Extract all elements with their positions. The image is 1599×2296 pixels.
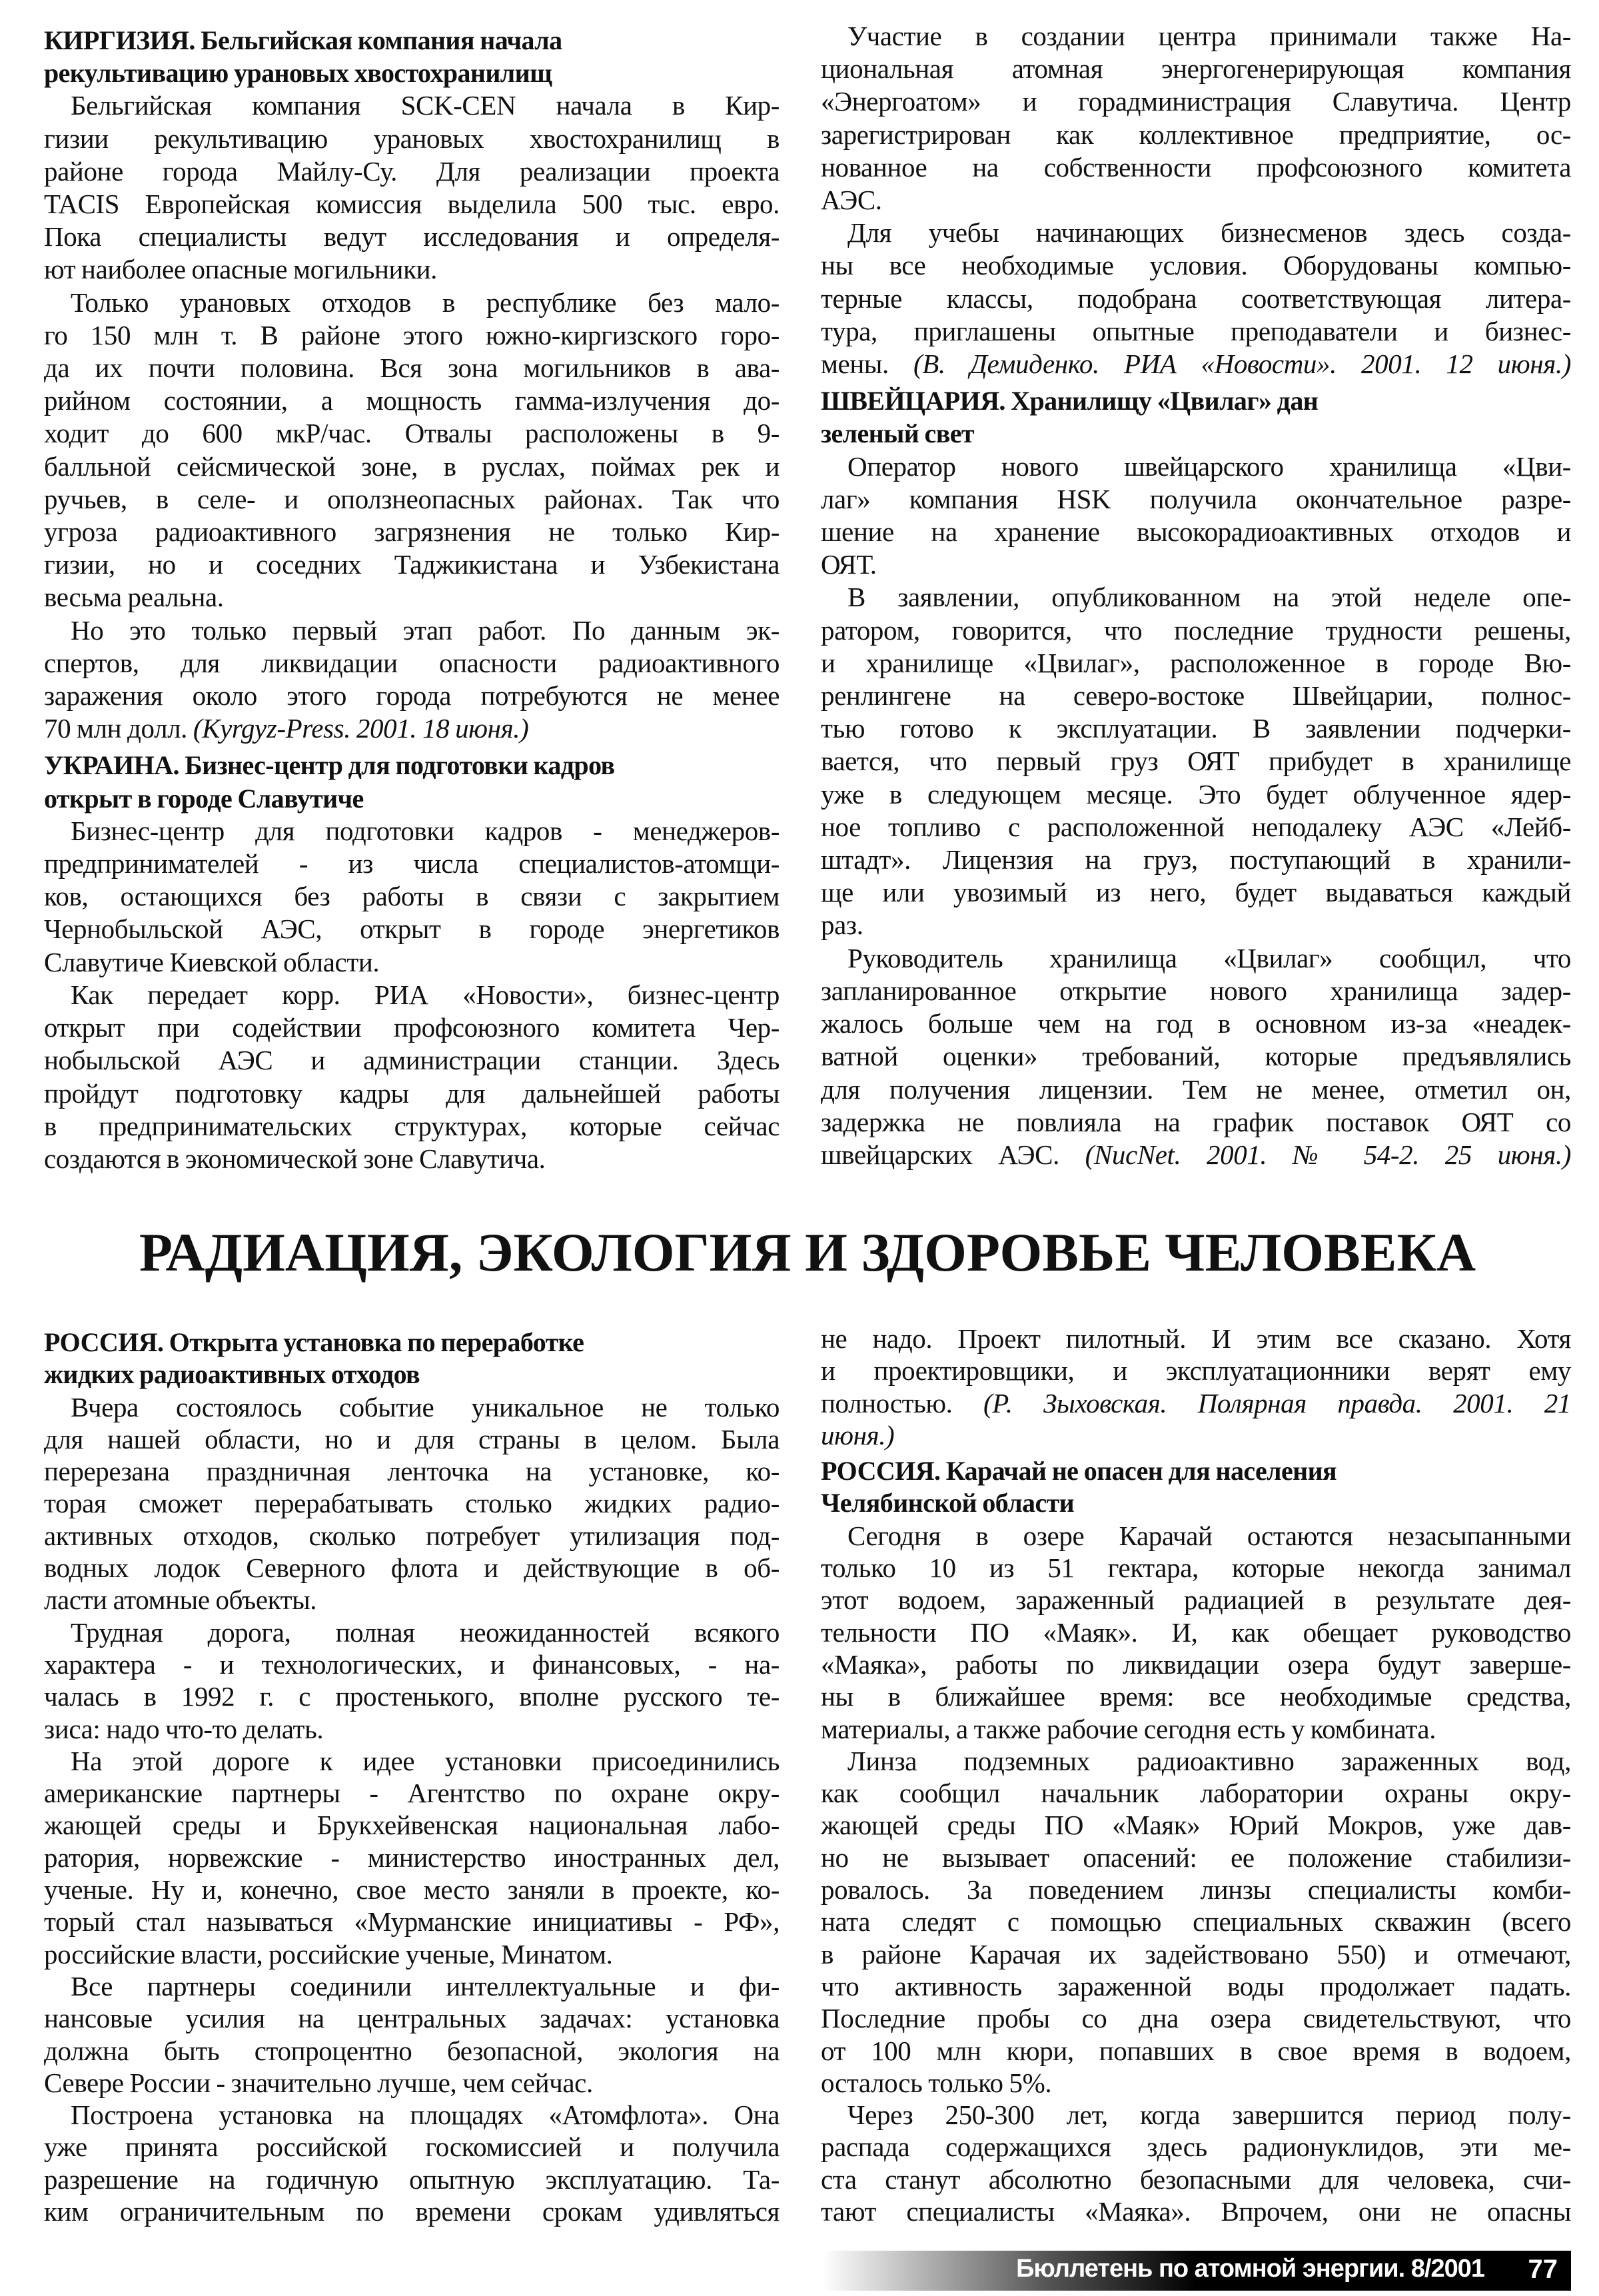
text-line: как сообщил начальник лаборатории охраны окру- bbox=[821, 1778, 1571, 1809]
text-line: терные классы, подобрана соответствующая литера- bbox=[821, 283, 1571, 314]
text-line: Но это только первый этап работ. По данным эк- bbox=[71, 614, 780, 646]
text-line: да их почти половина. Вся зона могильников в ава- bbox=[44, 352, 780, 384]
text-line: но не вызывает опасений: ее положение стабилизи- bbox=[821, 1842, 1571, 1873]
text-line: создаются в экономической зоне Славутича. bbox=[44, 1143, 546, 1174]
text-span: мены. bbox=[821, 348, 913, 380]
text-line: Вчера состоялось событие уникальное не только bbox=[71, 1391, 780, 1423]
text-line: Бельгийская компания SCK-CEN начала в Кир- bbox=[71, 90, 780, 121]
text-line: ким ограничительным по времени срокам удивляться bbox=[44, 2196, 780, 2227]
text-line: Через 250-300 лет, когда завершится период полу- bbox=[847, 2099, 1571, 2131]
text-line: ходит до 600 мкР/час. Отвалы расположены в 9- bbox=[44, 418, 780, 449]
source-citation: (Р. Зыховская. Полярная правда. 2001. 21 bbox=[983, 1387, 1571, 1419]
text-line: заражения около этого города потребуются не менее bbox=[44, 680, 780, 712]
text-line: торый стал называться «Мурманские инициативы - РФ», bbox=[44, 1906, 780, 1938]
article-paragraph bbox=[44, 2099, 780, 2227]
text-line: Севере России - значительно лучше, чем сейчас. bbox=[44, 2067, 593, 2098]
text-line: водных лодок Северного флота и действующие в об- bbox=[44, 1552, 780, 1584]
article-column-bottom-left bbox=[44, 1323, 780, 2227]
text-line: ручьев, в селе- и оползнеопасных районах. Так что bbox=[44, 483, 780, 514]
text-line: Линза подземных радиоактивно зараженных вод, bbox=[847, 1745, 1571, 1776]
text-line bbox=[821, 1419, 1571, 1451]
text-line: спертов, для ликвидации опасности радиоактивного bbox=[44, 647, 780, 678]
text-line: штадт». Лицензия на груз, поступающий в хранили- bbox=[821, 844, 1571, 875]
text-line: жалось больше чем на год в основном из-за «неадек- bbox=[821, 1008, 1571, 1039]
article-column-bottom-right bbox=[821, 1323, 1571, 2227]
article-headline bbox=[821, 384, 1571, 450]
text-line bbox=[44, 712, 780, 745]
text-span: 70 млн долл. bbox=[44, 713, 193, 744]
text-line: зиса: надо что-то делать. bbox=[44, 1713, 324, 1744]
text-line: характера - и технологических, и финансовых, - на- bbox=[44, 1648, 780, 1680]
text-line: Только урановых отходов в республике без мало- bbox=[71, 287, 780, 318]
text-line: рекультивацию урановых хвостохранилищ bbox=[44, 58, 552, 89]
article-paragraph bbox=[821, 1323, 1571, 1451]
text-line: от 100 млн кюри, попавших в свое время в водоем, bbox=[821, 2035, 1571, 2066]
text-line: ны все необходимые условия. Оборудованы компью- bbox=[821, 250, 1571, 281]
text-line: для получения лицензии. Тем не менее, отметил он, bbox=[821, 1073, 1571, 1105]
text-line: открыт в городе Славутиче bbox=[44, 783, 364, 814]
text-line: РОССИЯ. Карачай не опасен для населения bbox=[821, 1456, 1337, 1486]
text-line: TACIS Европейская комиссия выделила 500 тыс. евро. bbox=[44, 189, 780, 220]
text-line: Все партнеры соединили интеллектуальные и фи- bbox=[71, 1970, 780, 2002]
text-line: вается, что первый груз ОЯТ прибудет в хранилище bbox=[821, 746, 1571, 777]
text-line: нансовые усилия на центральных задачах: установка bbox=[44, 2003, 780, 2034]
text-line: ют наиболее опасные могильники. bbox=[44, 254, 437, 285]
text-line: активных отходов, сколько потребует утилизация под- bbox=[44, 1520, 780, 1551]
text-line: балльной сейсмической зоне, в руслах, поймах рек и bbox=[44, 450, 780, 482]
text-line: «Маяка», работы по ликвидации озера будут заверше- bbox=[821, 1648, 1571, 1680]
text-line: лаг» компания HSK получила окончательное разре- bbox=[821, 483, 1571, 514]
text-line: Сегодня в озере Карачай остаются незасыпанными bbox=[847, 1520, 1571, 1551]
source-citation: (Kyrgyz-Press. 2001. 18 июня.) bbox=[193, 713, 529, 744]
footer-bar bbox=[823, 2251, 1571, 2291]
text-line: ната следят с помощью специальных скважин (всего bbox=[821, 1906, 1571, 1938]
text-line: ное топливо с расположенной неподалеку АЭС «Лейб- bbox=[821, 811, 1571, 842]
text-line: ОЯТ. bbox=[821, 549, 877, 580]
article-headline bbox=[44, 1327, 780, 1391]
text-line: ста станут абсолютно безопасными для человека, счи- bbox=[821, 2163, 1571, 2195]
text-line: «Энергоатом» и горадминистрация Славутича. Центр bbox=[821, 86, 1571, 117]
text-line bbox=[821, 1387, 1571, 1419]
text-line: ласти атомные объекты. bbox=[44, 1584, 317, 1616]
text-line: В заявлении, опубликованном на этой неделе опе- bbox=[847, 582, 1571, 613]
text-line: пройдут подготовку кадры для дальнейшей работы bbox=[44, 1077, 780, 1109]
text-line: что активность зараженной воды продолжает падать. bbox=[821, 1970, 1571, 2002]
article-headline bbox=[44, 24, 780, 89]
text-line: открыт при содействии профсоюзного комитета Чер- bbox=[44, 1012, 780, 1043]
text-line: перерезана праздничная ленточка на установке, ко- bbox=[44, 1456, 780, 1487]
article-paragraph bbox=[821, 581, 1571, 941]
text-line: не надо. Проект пилотный. И этим все сказано. Хотя bbox=[821, 1323, 1571, 1354]
article-paragraph bbox=[821, 1520, 1571, 1745]
source-citation: (NucNet. 2001. № 54-2. 25 июня.) bbox=[1085, 1139, 1572, 1170]
text-line: Для учебы начинающих бизнесменов здесь созда- bbox=[847, 217, 1571, 249]
article-paragraph bbox=[44, 1391, 780, 1616]
text-line: ков, остающихся без работы в связи с закрытием bbox=[44, 881, 780, 912]
text-line: зарегистрирован как коллективное предприятие, ос- bbox=[821, 119, 1571, 150]
text-line: торая сможет перерабатывать столько жидких радио- bbox=[44, 1488, 780, 1519]
text-line: Как передает корр. РИА «Новости», бизнес-центр bbox=[71, 979, 780, 1010]
article-paragraph bbox=[44, 1970, 780, 2099]
text-line: весьма реальна. bbox=[44, 582, 224, 613]
text-line: распада содержащихся здесь радионуклидов, эти ме- bbox=[821, 2131, 1571, 2163]
article-paragraph bbox=[821, 942, 1571, 1171]
text-line: должна быть стопроцентно безопасной, экология на bbox=[44, 2035, 780, 2066]
text-line: рийном состоянии, а мощность гамма-излучения до- bbox=[44, 385, 780, 416]
text-line: тура, приглашены опытные преподаватели и бизнес- bbox=[821, 315, 1571, 346]
text-line: этот водоем, зараженный радиацией в результате дея- bbox=[821, 1584, 1571, 1616]
text-line: и проектировщики, и эксплуатационники верят ему bbox=[821, 1355, 1571, 1387]
text-line: КИРГИЗИЯ. Бельгийская компания начала bbox=[44, 25, 562, 55]
text-line: только 10 из 51 гектара, которые некогда занимал bbox=[821, 1552, 1571, 1584]
text-line: На этой дороге к идее установки присоединились bbox=[71, 1745, 780, 1776]
article-paragraph bbox=[44, 815, 780, 979]
text-line: задержка не повлияла на график поставок ОЯТ со bbox=[821, 1106, 1571, 1137]
article-paragraph bbox=[821, 1745, 1571, 2099]
text-line: Участие в создании центра принимали также На- bbox=[847, 21, 1571, 51]
text-line bbox=[821, 1139, 1571, 1171]
text-line: российские власти, российские ученые, Минатом. bbox=[44, 1938, 613, 1970]
text-line: зеленый свет bbox=[821, 418, 974, 449]
source-citation: июня.) bbox=[821, 1419, 895, 1450]
text-line: ровалось. За поведением линзы специалисты комби- bbox=[821, 1874, 1571, 1906]
article-paragraph bbox=[821, 450, 1571, 582]
text-line: ратория, норвежские - министерство иностранных дел, bbox=[44, 1842, 780, 1873]
text-line: материалы, а также рабочие сегодня есть у комбината. bbox=[821, 1713, 1436, 1744]
text-line: циональная атомная энергогенерирующая компания bbox=[821, 53, 1571, 85]
article-paragraph bbox=[821, 217, 1571, 380]
text-line: раз. bbox=[821, 909, 863, 941]
article-paragraph bbox=[821, 2099, 1571, 2227]
text-line: Пока специалисты ведут исследования и определя- bbox=[44, 221, 780, 253]
text-line: для нашей области, но и для страны в целом. Была bbox=[44, 1423, 780, 1454]
text-span: швейцарских АЭС. bbox=[821, 1139, 1085, 1170]
text-line: тью готово к эксплуатации. В заявлении подчерки- bbox=[821, 713, 1571, 744]
text-line: шение на хранение высокорадиоактивных отходов и bbox=[821, 516, 1571, 548]
section-banner-title: РАДИАЦИЯ, ЭКОЛОГИЯ И ЗДОРОВЬЕ ЧЕЛОВЕКА bbox=[139, 1222, 1476, 1283]
text-line: нованное на собственности профсоюзного комитета bbox=[821, 151, 1571, 183]
text-line: уже в следующем месяце. Это будет облученное ядер- bbox=[821, 778, 1571, 810]
text-line: тельности ПО «Маяк». И, как обещает руководство bbox=[821, 1616, 1571, 1648]
article-paragraph bbox=[44, 614, 780, 746]
text-line: Славутиче Киевской области. bbox=[44, 946, 380, 977]
text-line: тают специалисты «Маяка». Впрочем, они не опасны bbox=[821, 2196, 1571, 2227]
text-line: Челябинской области bbox=[821, 1488, 1075, 1518]
text-line: предпринимателей - из числа специалистов-атомщи- bbox=[44, 848, 780, 879]
text-line: ШВЕЙЦАРИЯ. Хранилищу «Цвилаг» дан bbox=[821, 386, 1319, 416]
article-column-top-left bbox=[44, 20, 780, 1175]
text-line: Оператор нового швейцарского хранилища «Цви- bbox=[847, 450, 1571, 482]
article-headline bbox=[821, 1455, 1571, 1520]
text-line: жающей среды и Брукхейвенская национальная лабо- bbox=[44, 1810, 780, 1841]
text-line bbox=[821, 348, 1571, 380]
article-paragraph bbox=[44, 1616, 780, 1745]
text-line: чалась в 1992 г. с простенького, вполне русского те- bbox=[44, 1681, 780, 1712]
text-line: жидких радиоактивных отходов bbox=[44, 1359, 420, 1390]
text-line: ны в ближайшее время: все необходимые средства, bbox=[821, 1681, 1571, 1712]
text-line: угроза радиоактивного загрязнения не только Кир- bbox=[44, 516, 780, 548]
text-line: гизии рекультивацию урановых хвостохранилищ в bbox=[44, 123, 780, 154]
text-line: ще или увозимый из него, будет выдаваться каждый bbox=[821, 877, 1571, 908]
text-line: Руководитель хранилища «Цвилаг» сообщил, что bbox=[847, 942, 1571, 973]
source-citation: (В. Демиденко. РИА «Новости». 2001. 12 июня.) bbox=[913, 348, 1571, 380]
text-line: Бизнес-центр для подготовки кадров - менеджеров- bbox=[71, 815, 780, 846]
article-column-top-right bbox=[821, 20, 1571, 1171]
text-line: Трудная дорога, полная неожиданностей всякого bbox=[71, 1616, 780, 1648]
text-line: Чернобыльской АЭС, открыт в городе энергетиков bbox=[44, 913, 780, 945]
text-line: ренлингене на северо-востоке Швейцарии, полнос- bbox=[821, 680, 1571, 712]
article-paragraph bbox=[44, 979, 780, 1175]
text-line: в районе Карачая их задействовано 550) и отмечают, bbox=[821, 1938, 1571, 1970]
text-line: го 150 млн т. В районе этого южно-киргизского горо- bbox=[44, 319, 780, 350]
text-line: американские партнеры - Агентство по охране окру- bbox=[44, 1778, 780, 1809]
text-line: нобыльской АЭС и администрации станции. Здесь bbox=[44, 1045, 780, 1076]
text-line: Последние пробы со дна озера свидетельствуют, что bbox=[821, 2003, 1571, 2034]
article-paragraph bbox=[44, 1745, 780, 1970]
page-number: 77 bbox=[1528, 2255, 1558, 2284]
text-line: ученые. Ну и, конечно, свое место заняли в проекте, ко- bbox=[44, 1874, 780, 1906]
text-line: осталось только 5%. bbox=[821, 2067, 1052, 2098]
text-line: жающей среды ПО «Маяк» Юрий Мокров, уже дав- bbox=[821, 1810, 1571, 1841]
text-line: Построена установка на площадях «Атомфлота». Она bbox=[71, 2099, 780, 2131]
text-line: АЭС. bbox=[821, 185, 882, 216]
text-line: в предпринимательских структурах, которые сейчас bbox=[44, 1110, 780, 1141]
article-headline bbox=[44, 749, 780, 814]
article-paragraph bbox=[44, 89, 780, 286]
text-line: ватной оценки» требований, которые предъявлялись bbox=[821, 1041, 1571, 1072]
text-line: ратором, говорится, что последние трудности решены, bbox=[821, 614, 1571, 646]
article-paragraph bbox=[44, 287, 780, 614]
text-line: УКРАИНА. Бизнес-центр для подготовки кадров bbox=[44, 750, 615, 781]
text-span: полностью. bbox=[821, 1387, 983, 1419]
article-paragraph bbox=[821, 20, 1571, 217]
footer-journal-title: Бюллетень по атомной энергии. 8/2001 bbox=[1016, 2255, 1484, 2283]
text-line: уже принята российской госкомиссией и получила bbox=[44, 2131, 780, 2163]
text-line: разрешение на годичную опытную эксплуатацию. Та- bbox=[44, 2163, 780, 2195]
text-line: запланированное открытие нового хранилища задер- bbox=[821, 975, 1571, 1006]
text-line: гизии, но и соседних Таджикистана и Узбекистана bbox=[44, 549, 780, 580]
text-line: районе города Майлу-Су. Для реализации проекта bbox=[44, 155, 780, 187]
text-line: РОССИЯ. Открыта установка по переработке bbox=[44, 1327, 584, 1357]
text-line: и хранилище «Цвилаг», расположенное в городе Вю- bbox=[821, 647, 1571, 678]
